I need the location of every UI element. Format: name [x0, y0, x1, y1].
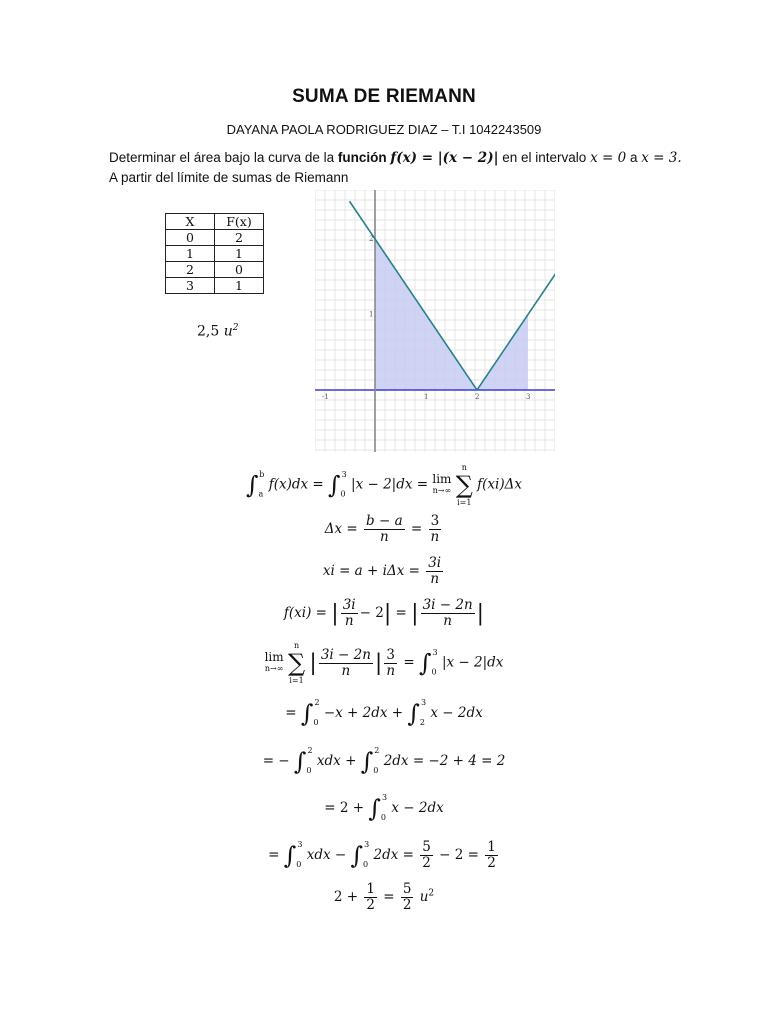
integral-sign: ∫ — [360, 747, 374, 776]
table-cell: 1 — [166, 246, 215, 262]
integral-upper: 3 — [341, 469, 347, 479]
equals: = — [410, 521, 423, 537]
table-row — [166, 246, 264, 262]
statement-a: a — [629, 150, 638, 165]
table-cell: 0 — [215, 262, 264, 278]
equals: = — [403, 654, 415, 671]
fraction: $\frac{3i - 2n}{n}$ — [320, 646, 371, 679]
fraction: $\frac{1}{2}$ — [487, 839, 496, 871]
integral-sign: ∫ — [293, 747, 307, 776]
fraction — [421, 598, 475, 629]
table-cell: 1 — [215, 246, 264, 262]
eq1-f: f(x)dx = — [268, 476, 324, 493]
table-row — [166, 230, 264, 246]
statement-interval-text: en el intervalo — [502, 150, 587, 165]
numerator: 3i − 2n — [422, 597, 473, 613]
numerator: 3i — [342, 597, 356, 613]
denominator: n — [443, 613, 452, 629]
equation-split-integral: = $\int_0^2 -x + 2dx + \int_2^3$ x − 2dx — [285, 698, 483, 728]
x-tick-label: 3 — [526, 393, 531, 401]
denominator: n — [379, 529, 389, 545]
equation-limit-sum: lim n→∞ n ∑ i=1 | $\frac{3i - 2n}{n}$ | $\frac{3}{n}$ = $\int_0^3$ |x − 2|dx — [264, 641, 504, 685]
denominator: n — [344, 613, 354, 629]
x-tick-label: 1 — [424, 393, 429, 401]
table-header-row — [166, 214, 264, 230]
table-cell: 1 — [215, 278, 264, 294]
graph-grid — [315, 190, 555, 452]
fraction — [341, 598, 358, 629]
numerator: 3i — [428, 555, 442, 571]
eq4-mid: − 2 — [359, 605, 384, 621]
equation-evaluation: = $\int_0^3$ xdx − $\int_0^3$ 2dx = $\frac{5}{2}$ − 2 = $\frac{1}{2}$ — [268, 839, 496, 871]
integral-sign: ∫ — [407, 699, 420, 728]
table-cell: 0 — [166, 230, 215, 246]
table-cell: 2 — [166, 262, 215, 278]
fraction — [429, 514, 442, 545]
statement-function: f(x) = |(x − 2)| — [390, 150, 499, 166]
eq2-lhs: Δx = — [324, 521, 358, 537]
fraction — [364, 514, 405, 545]
table-row — [166, 262, 264, 278]
y-tick-label: 1 — [369, 310, 374, 319]
eq4-lhs: f(xi) = — [283, 605, 327, 621]
equation-f-xi: f(xi) = | $\frac{3i}{n}$ − 2| = | $\frac{3i - 2n}{n}$ | — [283, 597, 485, 629]
table-cell: 3 — [166, 278, 215, 294]
statement-bold: función — [337, 150, 387, 165]
equation-first-part: = − $\int_0^2$ xdx + $\int_0^2$ 2dx = −2 + 4 = 2 — [262, 746, 506, 776]
summation — [456, 462, 473, 508]
eq5-rhs: |x − 2|dx — [441, 654, 504, 671]
table-cell: 2 — [215, 230, 264, 246]
table-header: X — [166, 214, 215, 230]
statement-line2: A partir del límite de sumas de Riemann — [109, 170, 349, 185]
statement-x0: x = 0 — [590, 150, 627, 166]
integral-lower: a — [258, 489, 264, 499]
area-unit: u — [223, 323, 233, 340]
fraction: $\frac{3}{n}$ — [386, 646, 396, 679]
sigma: ∑ — [455, 471, 473, 499]
integral-sign: ∫ — [418, 649, 432, 677]
area-value: 2,5 — [197, 323, 220, 340]
problem-statement — [109, 148, 682, 187]
equation-final-result: 2 + $\frac{1}{2}$ = $\frac{5}{2}$ $u^2$ — [333, 881, 435, 913]
limit — [432, 473, 451, 497]
integral-sign: ∫ — [245, 471, 259, 499]
integral-sign: ∫ — [350, 841, 364, 870]
fraction: $\frac{1}{2}$ — [366, 881, 375, 913]
equation-xi — [0, 556, 768, 587]
integral-sign: ∫ — [300, 699, 314, 728]
integral-sign: ∫ — [328, 471, 341, 499]
area-result — [197, 323, 238, 340]
table-header: F(x) — [215, 214, 264, 230]
values-table — [165, 213, 264, 294]
sum-bot: i=1 — [457, 498, 472, 507]
lim-text: lim — [432, 472, 452, 486]
fraction: $\frac{5}{2}$ — [422, 839, 431, 871]
integral-sign: ∫ — [368, 794, 381, 823]
equation-second-part: = $2 + \int_0^3$ x − 2dx — [324, 793, 444, 823]
table-row — [166, 278, 264, 294]
function-graph — [315, 190, 555, 452]
equation-integral-definition — [0, 462, 768, 508]
lim-sub: n→∞ — [432, 486, 452, 495]
page-title: SUMA DE RIEMANN — [292, 86, 476, 107]
eq1-abs: |x − 2|dx = — [351, 476, 429, 493]
author-line: DAYANA PAOLA RODRIGUEZ DIAZ – T.I 1042243509 — [226, 122, 542, 137]
denominator: n — [430, 571, 440, 587]
numerator: b − a — [366, 513, 403, 529]
statement-prefix: Determinar el área bajo la curva de la — [109, 150, 335, 165]
summation: n ∑ i=1 — [287, 641, 306, 685]
integral-lower: 0 — [340, 489, 346, 499]
integral-upper: b — [259, 469, 265, 479]
y-tick-label: 2 — [369, 235, 374, 243]
limit: lim n→∞ — [264, 650, 284, 673]
fraction: $\frac{5}{2}$ — [402, 881, 412, 913]
x-tick-label: 2 — [475, 393, 480, 401]
sum-top: n — [461, 463, 467, 472]
x-tick-label: -1 — [322, 393, 329, 401]
equation-delta-x — [0, 514, 768, 545]
equals: = — [395, 605, 407, 621]
statement-x3: x = 3. — [641, 150, 682, 166]
eq1-term: f(xi)Δx — [477, 476, 522, 493]
eq3-lhs: xi = a + iΔx = — [322, 563, 420, 579]
fraction — [426, 556, 443, 587]
area-exp: 2 — [232, 323, 239, 333]
denominator: n — [430, 529, 440, 545]
integral-sign: ∫ — [283, 841, 297, 870]
numerator: 3 — [429, 514, 442, 530]
